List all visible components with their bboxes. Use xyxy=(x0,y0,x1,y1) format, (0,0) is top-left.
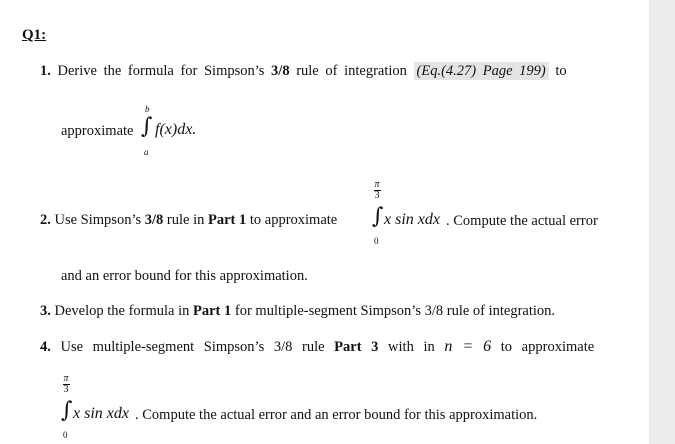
item-2-upper-limit xyxy=(372,180,382,201)
item-4-upper-limit xyxy=(61,374,71,395)
item-2-text-c: rule in xyxy=(166,212,205,228)
item-2-text-a: Use Simpson’s xyxy=(54,212,142,228)
item-3-text-a: Develop the formula in xyxy=(54,303,190,319)
item-2-text-b: 3/8 xyxy=(144,212,164,228)
item-3-text-c: for multiple-segment Simpson’s 3/8 rule of integration. xyxy=(234,303,556,319)
item-4-text-a: Use multiple-segment Simpson’s 3/8 rule xyxy=(60,339,325,355)
item-1-line-2: approximate xyxy=(61,123,134,139)
integral-sign-icon: ∫ xyxy=(372,204,384,229)
item-4-text-d: n = 6 xyxy=(444,338,492,355)
item-4-lower-limit: 0 xyxy=(63,430,68,440)
item-1-text-b: 3/8 xyxy=(271,63,290,79)
item-2-integrand: x sin xdx xyxy=(384,211,440,228)
integral-sign-icon: ∫ xyxy=(61,398,73,423)
item-1-number: 1. xyxy=(40,63,51,79)
item-1-text-a: Derive the formula for Simpson’s xyxy=(57,63,265,79)
item-4-text-c: with in xyxy=(388,339,435,355)
item-2-upper-den: 3 xyxy=(374,190,380,201)
item-4-line-2: . Compute the actual error and an error bound for this approximation. xyxy=(135,407,538,423)
integral-sign-icon: ∫ xyxy=(141,114,153,139)
item-1-integrand: f(x)dx. xyxy=(155,121,197,138)
item-1-text-c: rule of integration xyxy=(296,63,407,79)
right-margin-panel xyxy=(649,0,675,444)
item-1-upper-limit: b xyxy=(145,104,150,114)
item-4-upper-num: π xyxy=(63,373,69,384)
item-1-line-1 xyxy=(40,63,567,80)
item-2-lower-limit: 0 xyxy=(374,236,379,246)
question-title: Q1: xyxy=(22,27,47,43)
item-1-lower-limit: a xyxy=(144,147,149,157)
item-2-number: 2. xyxy=(40,212,51,228)
item-2-line-1 xyxy=(40,212,337,229)
item-4-number: 4. xyxy=(40,339,51,355)
item-4-integrand: x sin xdx xyxy=(73,405,129,422)
item-2-text-f: . Compute the actual error xyxy=(446,213,598,229)
item-1-reference: (Eq.(4.27) Page 199) xyxy=(414,62,549,80)
item-2-text-e: to approximate xyxy=(249,212,338,228)
item-3-number: 3. xyxy=(40,303,51,319)
item-4-text-b: Part 3 xyxy=(334,339,379,355)
item-4-upper-den: 3 xyxy=(63,384,69,395)
item-3-text-b: Part 1 xyxy=(193,303,232,319)
item-2-text-d: Part 1 xyxy=(207,212,247,228)
item-3-line xyxy=(40,303,555,320)
item-2-upper-num: π xyxy=(374,179,380,190)
item-2-line-2: and an error bound for this approximation. xyxy=(61,268,308,284)
item-1-text-d: to xyxy=(555,63,567,79)
item-4-line-1 xyxy=(40,338,594,356)
item-4-text-e: to approximate xyxy=(500,339,595,355)
